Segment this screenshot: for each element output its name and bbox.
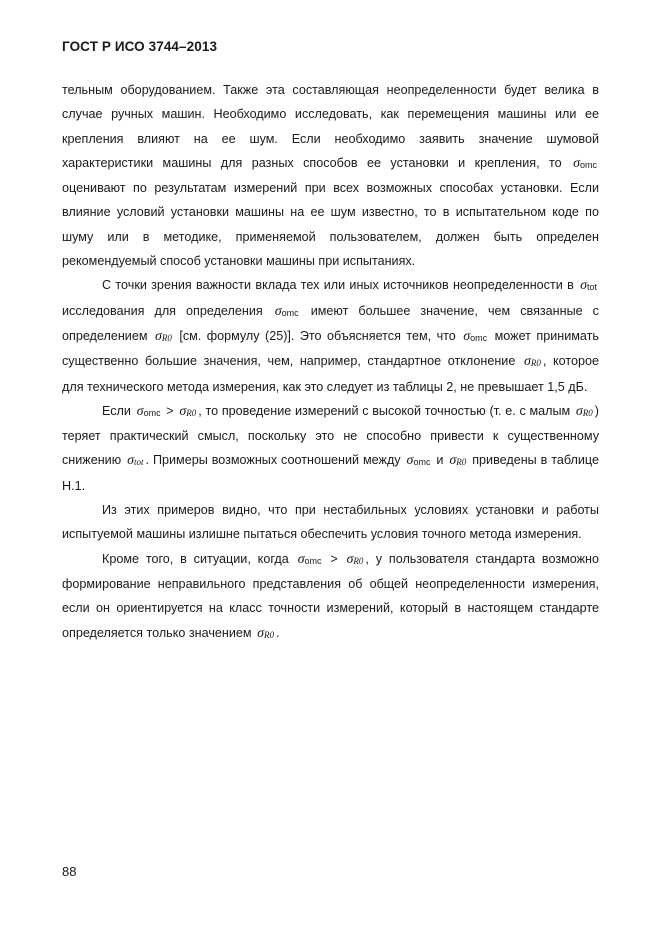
sigma-symbol: σ [136,403,144,419]
sigma-symbol: σ [463,328,471,344]
sigma-symbol: σ [449,453,457,469]
paragraph [62,78,599,273]
paragraph [62,273,599,398]
math-subscript: R0 [456,457,467,468]
sigma-symbol: σ [573,155,580,171]
math-subscript: tot [586,282,597,293]
math-subscript: R0 [263,629,274,640]
sigma-symbol: σ [523,354,531,370]
text-run: [см. формулу (25)]. Это объясняется тем, что [173,328,462,343]
math-subscript: omc [579,159,597,170]
text-run: . [275,625,280,640]
math-symbol [177,404,198,419]
text-run: С точки зрения важности вклада тех или иных источников неопределенности в [102,278,579,293]
text-run: > [323,551,345,566]
math-symbol [273,304,301,319]
math-symbol [405,453,433,468]
math-symbol [447,453,468,468]
paragraph [62,498,599,547]
math-symbol [522,354,543,369]
text-run: Из этих примеров видно, что при нестабильных условиях установки и работы испытуемой машины излишне пытаться обеспечить условия точного метода измерения. [62,503,599,542]
text-run: имеют большее значение, чем связанные с определением [62,303,599,343]
math-subscript: omc [143,407,161,418]
math-subscript: omc [413,457,431,468]
math-symbol [125,453,145,468]
math-symbol [461,329,489,344]
math-subscript: R0 [186,407,197,418]
math-symbol [296,552,324,567]
body-text [62,78,599,646]
sigma-symbol: σ [406,453,414,469]
text-run: и [432,453,448,468]
sigma-symbol: σ [127,453,134,469]
math-symbol [574,404,595,419]
sigma-symbol: σ [154,328,162,344]
math-subscript: R0 [530,358,541,369]
math-symbol [571,156,599,171]
math-subscript: R0 [353,555,364,566]
text-run: Если [102,403,135,418]
sigma-symbol: σ [179,403,187,419]
text-run: Кроме того, в ситуации, когда [102,551,296,566]
math-subscript: omc [470,332,488,343]
math-subscript: tot [134,457,144,468]
text-run: ) теряет практический смысл, поскольку это не способно привести к существенному снижению [62,403,599,468]
math-symbol [255,626,276,641]
math-subscript: R0 [582,407,593,418]
math-subscript: omc [304,555,322,566]
sigma-symbol: σ [257,625,264,641]
text-run: . Примеры возможных соотношений между [145,453,405,468]
paragraph [62,399,599,498]
text-run: приведены в таблице Н.1. [62,453,599,493]
sigma-symbol: σ [297,551,305,567]
sigma-symbol: σ [580,278,587,294]
math-symbol [345,552,366,567]
math-subscript: omc [281,307,299,318]
paragraph [62,547,599,646]
math-subscript: R0 [161,332,172,343]
text-run: , которое для технического метода измерения, как это следует из таблицы 2, не превышает 1,5 дБ. [62,354,599,394]
math-symbol [135,404,163,419]
math-symbol [153,329,174,344]
sigma-symbol: σ [575,403,583,419]
text-run: , то проведение измерений с высокой точностью (т. е. с малым [198,403,574,418]
document-header: ГОСТ Р ИСО 3744–2013 [62,39,218,54]
text-run: тельным оборудованием. Также эта составляющая неопределенности будет велика в случае ручных машин. Необходимо исследовать, как перемещения машины или ее крепления влияют на ее шум. Если необходимо заявить значение шумовой характеристики машины для разных способов ее установки и крепления, то [62,83,599,170]
text-run: может принимать существенно большие значения, чем, например, стандартное отклонение [62,328,599,369]
text-run: , у пользователя стандарта возможно формирование неправильного представления об общей неопределенности измерения, если он ориентируется на класс точности измерений, который в настоящем стандарте определяется только значением [62,551,599,640]
text-run: исследования для определения [62,303,273,318]
sigma-symbol: σ [274,303,282,319]
sigma-symbol: σ [346,551,354,567]
text-run: > [162,403,178,418]
text-run: оценивают по результатам измерений при всех возможных способах установки. Если влияние условий установки машины на ее шум известно, то в испытательном коде по шуму или в методике, применяемой пользователем, должен быть определен рекомендуемый способ установки машины при испытаниях. [62,181,599,269]
math-symbol [578,278,599,293]
page-number: 88 [62,864,77,879]
